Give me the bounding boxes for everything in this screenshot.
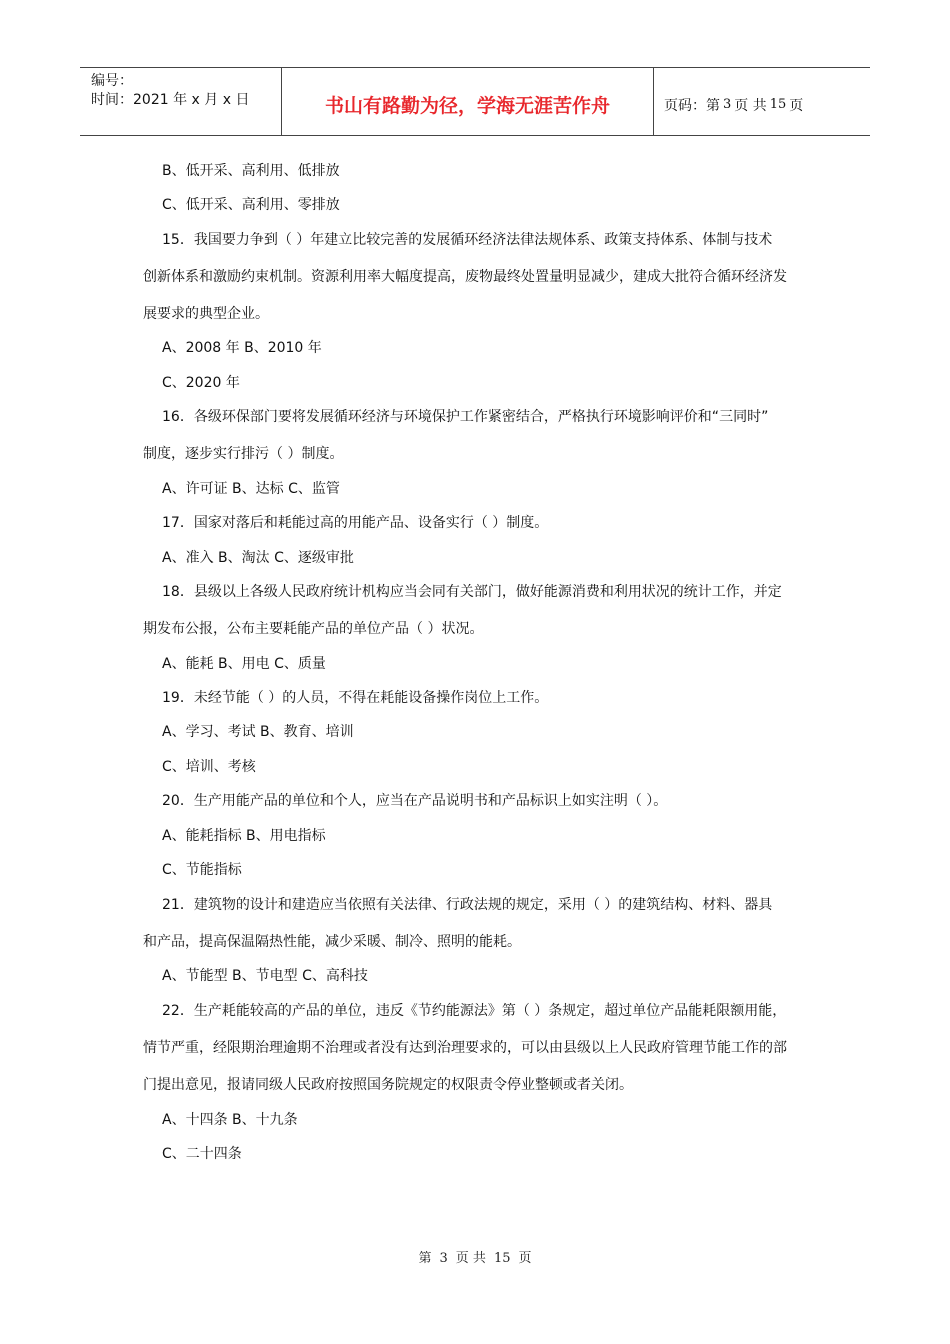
text-line: 15．我国要力争到（ ）年建立比较完善的发展循环经济法律法规体系、政策支持体系、体制与技术: [162, 232, 773, 248]
footer-total: 15: [493, 1251, 511, 1266]
page-mid: 页 共: [734, 97, 767, 114]
text-line: C、低开采、高利用、零排放: [162, 197, 340, 213]
footer-mid: 页 共: [455, 1251, 486, 1266]
text-line: A、节能型 B、节电型 C、高科技: [162, 968, 368, 984]
text-line: C、节能指标: [162, 862, 242, 878]
footer-suffix: 页: [518, 1251, 532, 1266]
text-line: A、许可证 B、达标 C、监管: [162, 481, 340, 497]
text-line: A、能耗指标 B、用电指标: [162, 828, 326, 844]
text-line: 18．县级以上各级人民政府统计机构应当会同有关部门，做好能源消费和利用状况的统计工作，并定: [162, 584, 782, 600]
text-line: 22．生产耗能较高的产品的单位，违反《节约能源法》第（ ）条规定，超过单位产品能耗限额用能，: [162, 1003, 787, 1019]
text-line: A、十四条 B、十九条: [162, 1112, 298, 1128]
page-prefix: 页码：第: [664, 97, 720, 114]
text-line: 期发布公报，公布主要耗能产品的单位产品（ ）状况。: [143, 621, 484, 637]
page-current: 3: [723, 97, 732, 112]
text-line: 创新体系和激励约束机制。资源利用率大幅度提高，废物最终处置量明显减少，建成大批符合循环经济发: [143, 269, 787, 285]
text-line: 情节严重，经限期治理逾期不治理或者没有达到治理要求的，可以由县级以上人民政府管理节能工作的部: [143, 1040, 787, 1056]
text-line: 20．生产用能产品的单位和个人，应当在产品说明书和产品标识上如实注明（ ）。: [162, 793, 668, 809]
document-time-label: 时间：2021 年 x 月 x 日: [91, 92, 250, 108]
footer-current: 3: [439, 1251, 448, 1266]
text-line: A、准入 B、淘汰 C、逐级审批: [162, 550, 354, 566]
text-line: C、2020 年: [162, 375, 240, 391]
text-line: A、2008 年 B、2010 年: [162, 340, 322, 356]
document-number-label: 编号：: [91, 73, 133, 89]
text-line: C、二十四条: [162, 1146, 242, 1162]
page-suffix: 页: [789, 97, 804, 114]
text-line: 19．未经节能（ ）的人员，不得在耗能设备操作岗位上工作。: [162, 690, 549, 706]
text-line: 16．各级环保部门要将发展循环经济与环境保护工作紧密结合，严格执行环境影响评价和“三同时”: [162, 409, 769, 425]
header-page-number: [654, 68, 870, 135]
text-line: 17．国家对落后和耗能过高的用能产品、设备实行（ ）制度。: [162, 515, 549, 531]
text-line: 和产品，提高保温隔热性能，减少采暖、制冷、照明的能耗。: [143, 934, 521, 950]
text-line: 制度，逐步实行排污（ ）制度。: [143, 446, 344, 462]
text-line: B、低开采、高利用、低排放: [162, 163, 340, 179]
text-line: 21．建筑物的设计和建造应当依照有关法律、行政法规的规定，采用（ ）的建筑结构、材料、器具: [162, 897, 773, 913]
header-meta: [80, 68, 282, 135]
header-motto: 书山有路勤为径，学海无涯苦作舟: [282, 68, 654, 135]
text-line: A、能耗 B、用电 C、质量: [162, 656, 326, 672]
page-total: 15: [769, 97, 787, 112]
page-header: [80, 67, 870, 136]
text-line: A、学习、考试 B、教育、培训: [162, 724, 354, 740]
page-footer: [0, 1247, 950, 1266]
text-line: C、培训、考核: [162, 759, 256, 775]
text-line: 门提出意见，报请同级人民政府按照国务院规定的权限责令停业整顿或者关闭。: [143, 1077, 633, 1093]
text-line: 展要求的典型企业。: [143, 306, 269, 322]
footer-prefix: 第: [418, 1251, 432, 1266]
